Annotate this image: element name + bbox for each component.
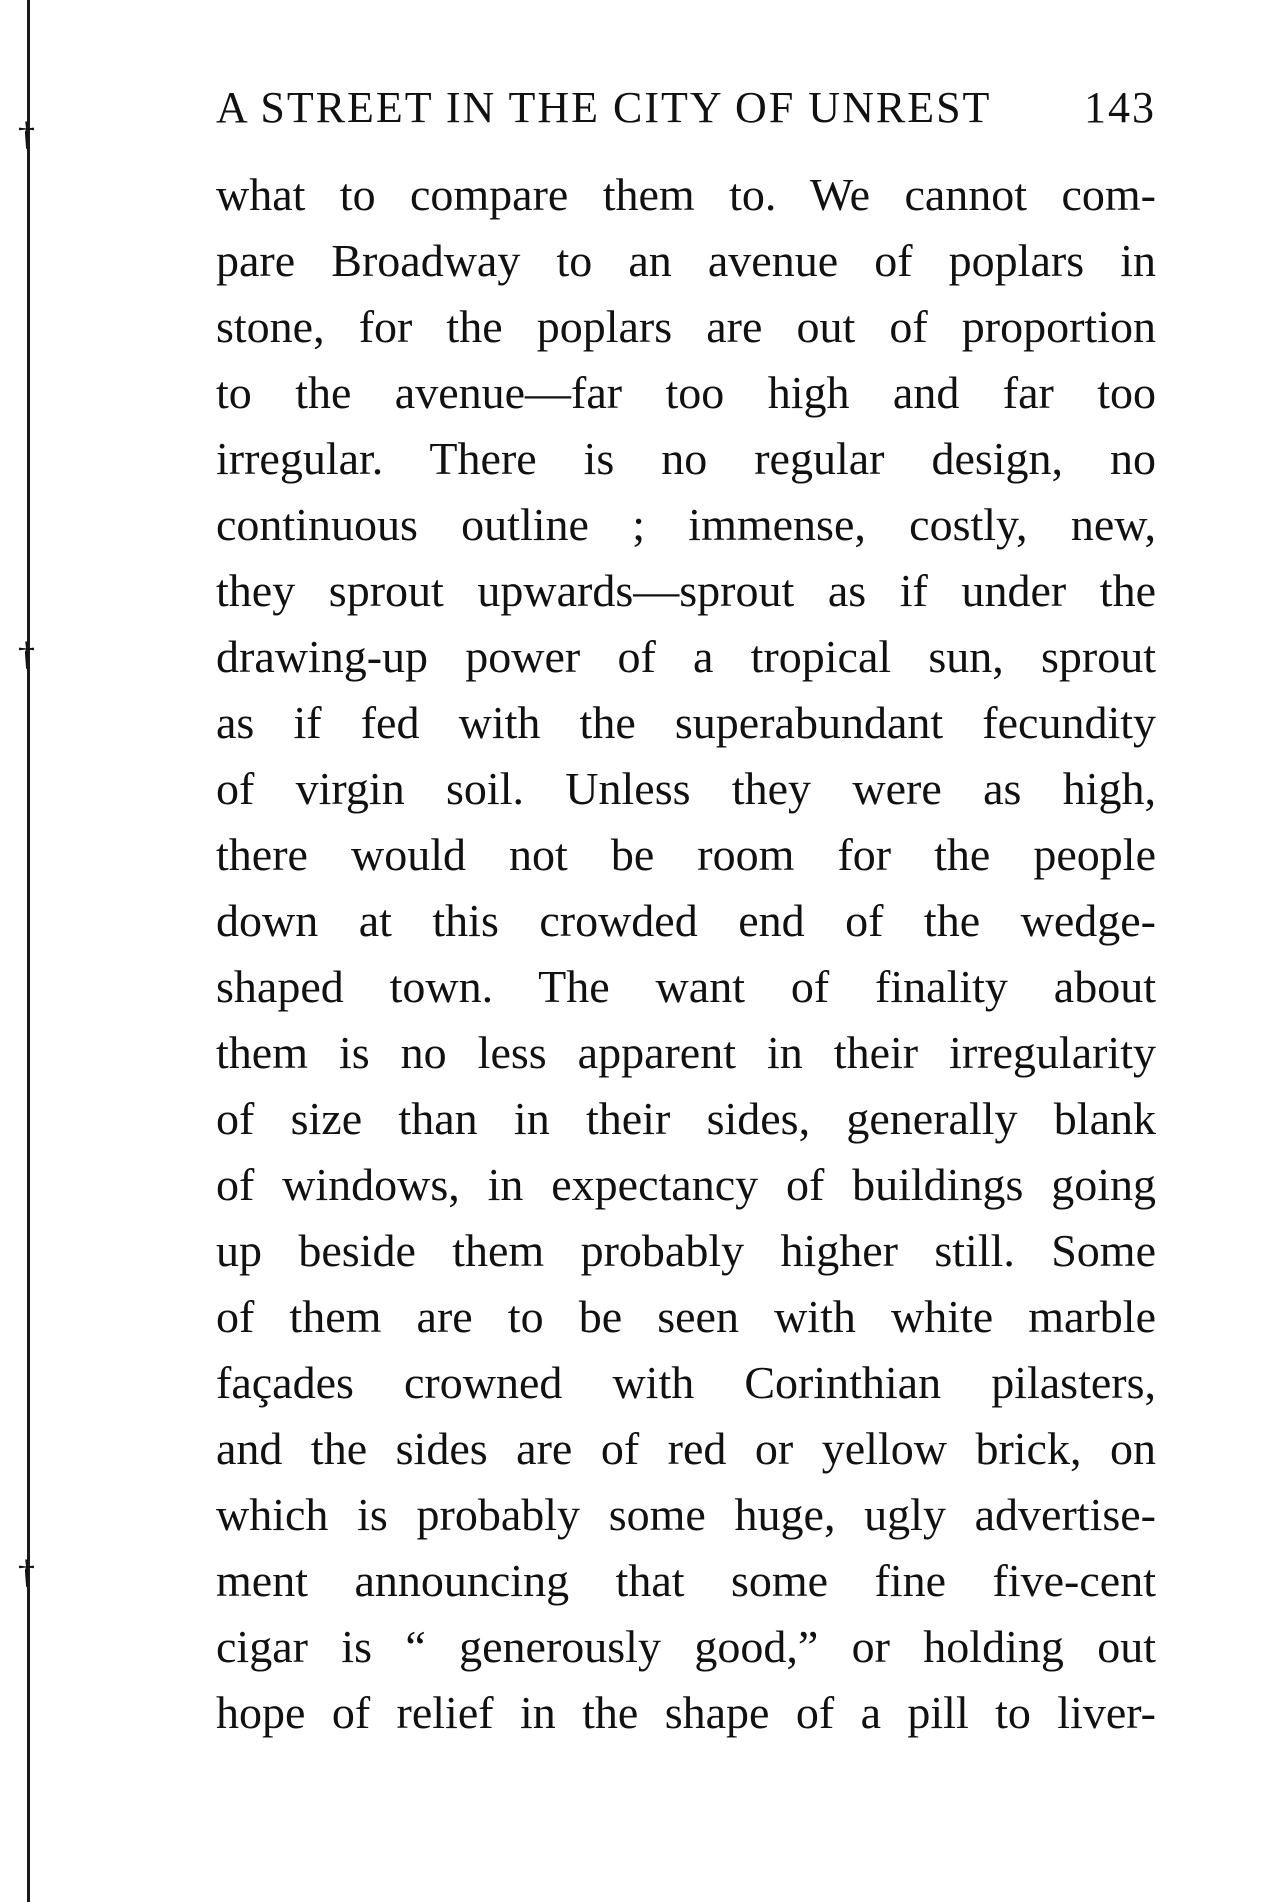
text-line: down at this crowded end of the wedge- [216,895,1156,946]
text-line: drawing-up power of a tropical sun, sprout [216,631,1156,682]
running-head [216,82,1156,142]
binding-tick-mark: † [18,1554,35,1591]
text-line: shaped town. The want of finality about [216,961,1156,1012]
text-line: them is no less apparent in their irregularity [216,1027,1156,1078]
text-line: pare Broadway to an avenue of poplars in [216,235,1156,286]
running-head-title: A STREET IN THE CITY OF UNREST [216,83,992,132]
text-line: of size than in their sides, generally blank [216,1093,1156,1144]
text-line: of windows, in expectancy of buildings going [216,1159,1156,1210]
body-text [216,162,1156,1746]
text-line: ment announcing that some fine five-cent [216,1555,1156,1606]
text-line: as if fed with the superabundant fecundity [216,697,1156,748]
text-line: of virgin soil. Unless they were as high, [216,763,1156,814]
page-number: 143 [1084,83,1156,132]
text-line: continuous outline ; immense, costly, new, [216,499,1156,550]
text-line: they sprout upwards—sprout as if under the [216,565,1156,616]
binding-edge [27,0,30,1902]
binding-tick-mark: † [18,636,35,673]
text-line: façades crowned with Corinthian pilasters, [216,1357,1156,1408]
text-line: there would not be room for the people [216,829,1156,880]
binding-tick-mark: † [18,116,35,153]
text-line: to the avenue—far too high and far too [216,367,1156,418]
text-line: and the sides are of red or yellow brick, on [216,1423,1156,1474]
text-line: hope of relief in the shape of a pill to liver- [216,1687,1156,1738]
text-line: which is probably some huge, ugly advertise- [216,1489,1156,1540]
text-line: up beside them probably higher still. Some [216,1225,1156,1276]
text-line: cigar is “ generously good,” or holding out [216,1621,1156,1672]
text-line: what to compare them to. We cannot com- [216,169,1156,220]
text-line: of them are to be seen with white marble [216,1291,1156,1342]
text-line: stone, for the poplars are out of proportion [216,301,1156,352]
text-line: irregular. There is no regular design, no [216,433,1156,484]
